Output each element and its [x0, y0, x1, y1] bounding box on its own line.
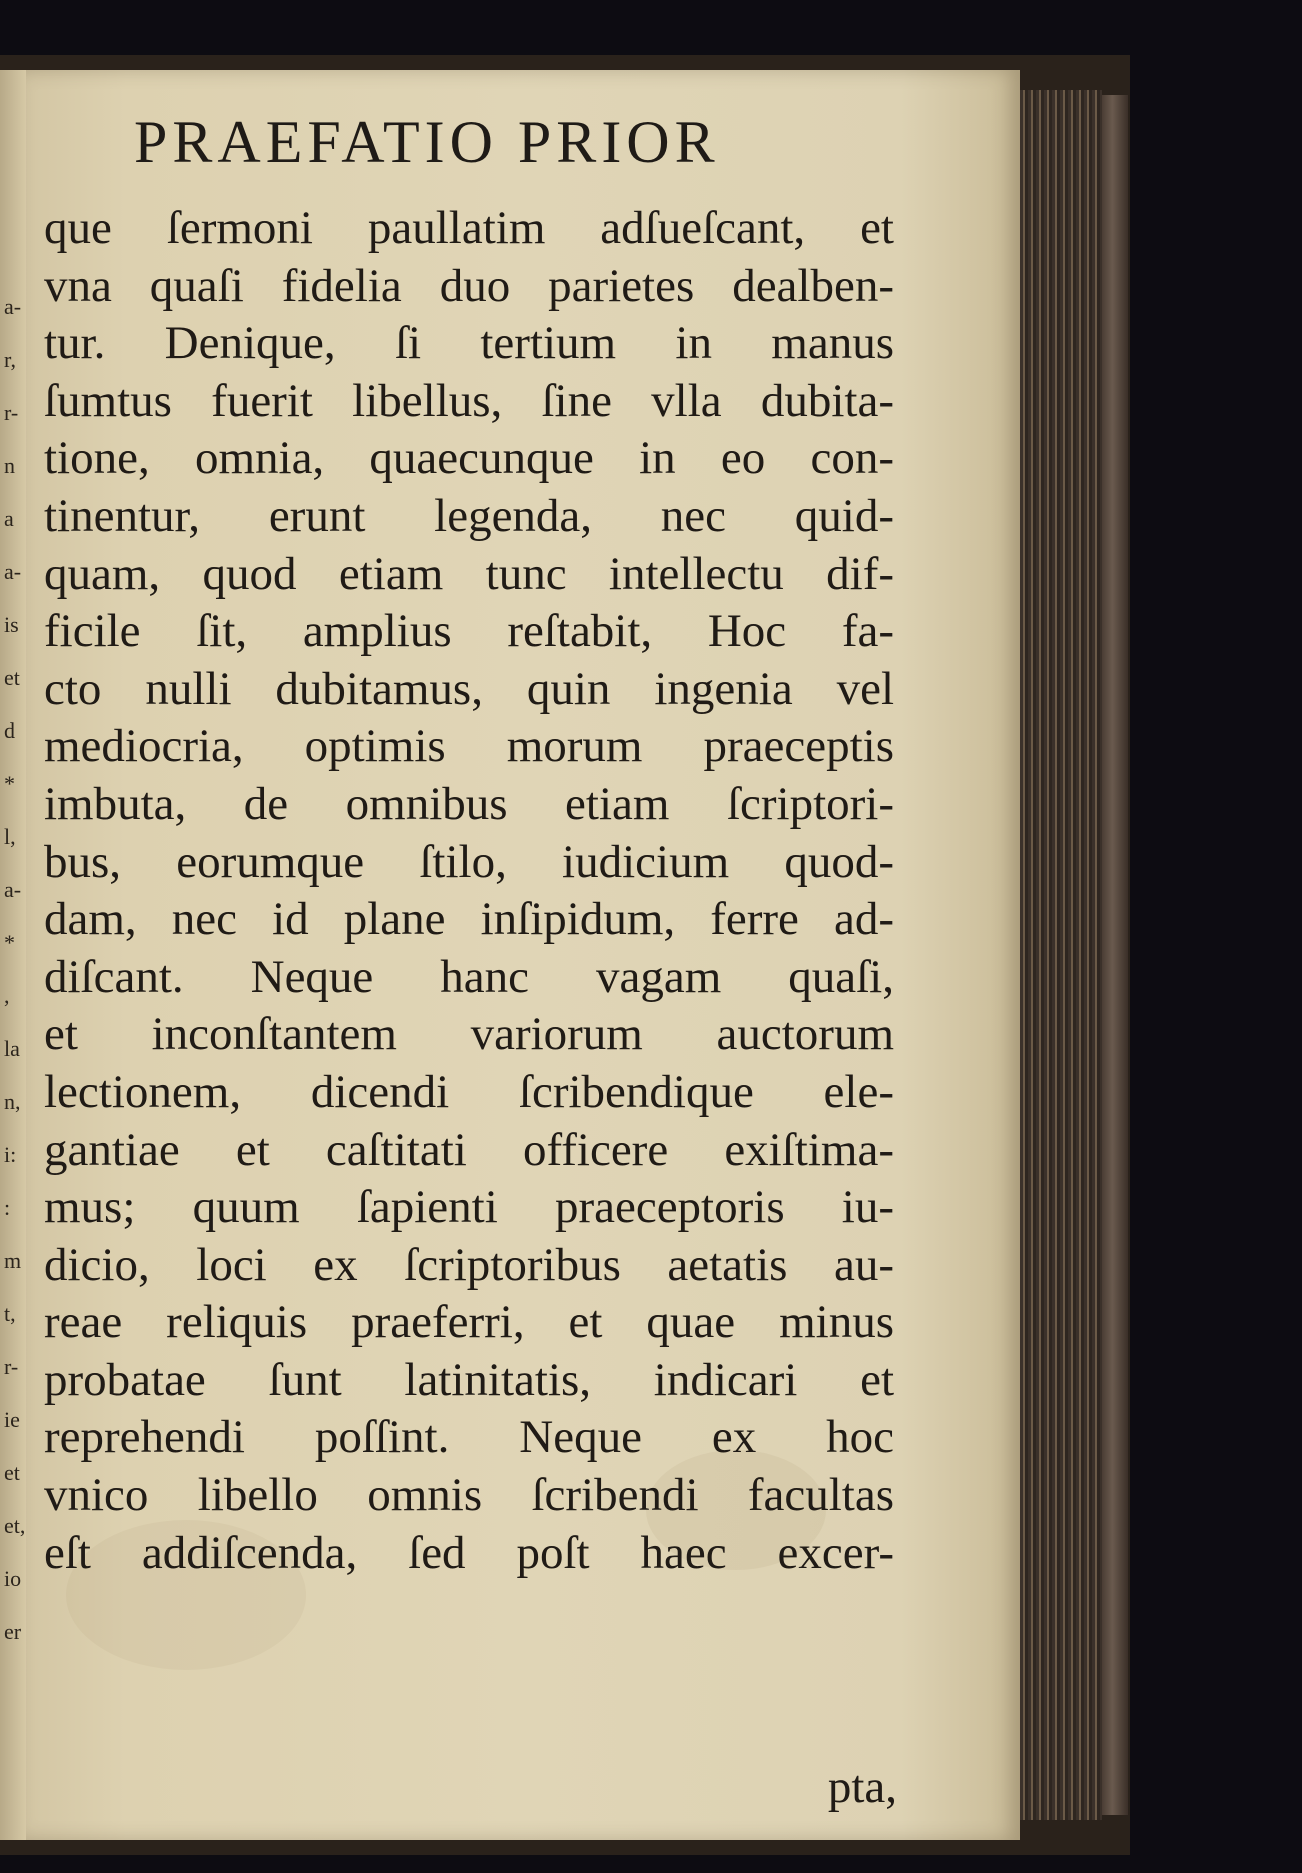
facing-page-fragment: d [4, 718, 15, 743]
facing-page-fragment: i: [4, 1142, 17, 1167]
text-line: gantiae et caſtitati officere exiſtima- [44, 1123, 894, 1176]
facing-page-fragment: t, [4, 1301, 16, 1326]
text-line: ficile ſit, amplius reſtabit, Hoc fa- [44, 605, 894, 658]
facing-page-fragment: n, [4, 1089, 21, 1114]
catchword: pta, [827, 1761, 897, 1813]
facing-page-fragment: a [4, 506, 14, 531]
facing-page-fragment: io [4, 1566, 22, 1591]
facing-page-fragment: , [4, 983, 10, 1008]
page-edges [1020, 90, 1102, 1820]
facing-page-fragment: : [4, 1195, 11, 1220]
facing-page-fragment: et [4, 1460, 20, 1485]
text-line: tione, omnia, quaecunque in eo con- [44, 432, 894, 485]
text-line: dicio, loci ex ſcriptoribus aetatis au- [44, 1238, 894, 1291]
text-line: dam, nec id plane inſipidum, ferre ad- [44, 893, 894, 946]
text-line: mus; quum ſapienti praeceptoris iu- [44, 1181, 894, 1234]
text-line: mediocria, optimis morum praeceptis [44, 720, 894, 773]
facing-page-fragment: r- [4, 400, 19, 425]
text-line: ſumtus fuerit libellus, ſine vlla dubita- [44, 374, 894, 427]
facing-page-fragment: et [4, 665, 20, 690]
facing-page-fragment: a- [4, 877, 22, 902]
facing-page-fragment: er [4, 1619, 22, 1644]
text-line: eſt addiſcenda, ſed poſt haec excer- [44, 1526, 894, 1579]
facing-page-fragment: a- [4, 559, 22, 584]
facing-page-fragment: * [4, 930, 15, 955]
text-line: tinentur, erunt legenda, nec quid- [44, 489, 894, 542]
text-line: cto nulli dubitamus, quin ingenia vel [44, 662, 894, 715]
facing-page-fragment: a- [4, 294, 22, 319]
book-cover-edge [1102, 95, 1128, 1815]
facing-page-fragment: ie [4, 1407, 20, 1432]
text-line: reae reliquis praeferri, et quae minus [44, 1296, 894, 1349]
text-line: imbuta, de omnibus etiam ſcriptori- [44, 777, 894, 830]
text-line: diſcant. Neque hanc vagam quaſi, [44, 950, 894, 1003]
facing-page-fragment: la [4, 1036, 20, 1061]
facing-page-fragment: l, [4, 824, 16, 849]
text-line: que ſermoni paullatim adſueſcant, et [44, 202, 894, 254]
facing-page-fragment: et, [4, 1513, 26, 1538]
text-line: vna quaſi fidelia duo parietes dealben- [44, 259, 894, 312]
facing-page-edge [0, 70, 27, 1840]
running-header: PRAEFATIO PRIOR [134, 109, 720, 175]
text-line: quam, quod etiam tunc intellectu dif- [44, 547, 894, 600]
facing-page-fragment: m [4, 1248, 22, 1273]
text-line: probatae ſunt latinitatis, indicari et [44, 1353, 894, 1406]
facing-page-fragment: is [4, 612, 19, 637]
facing-page-fragment: n [4, 453, 15, 478]
text-line: et inconſtantem variorum auctorum [44, 1008, 894, 1061]
text-line: lectionem, dicendi ſcribendique ele- [44, 1065, 894, 1118]
text-line: bus, eorumque ſtilo, iudicium quod- [44, 835, 894, 888]
facing-page-fragments [4, 280, 26, 1658]
facing-page-fragment: * [4, 771, 15, 796]
text-line: vnico libello omnis ſcribendi facultas [44, 1469, 894, 1522]
facing-page-fragment: r, [4, 347, 16, 372]
text-line: reprehendi poſſint. Neque ex hoc [44, 1411, 894, 1464]
body-text [44, 200, 894, 1582]
facing-page-fragment: r- [4, 1354, 19, 1379]
text-line: tur. Denique, ſi tertium in manus [44, 317, 894, 370]
